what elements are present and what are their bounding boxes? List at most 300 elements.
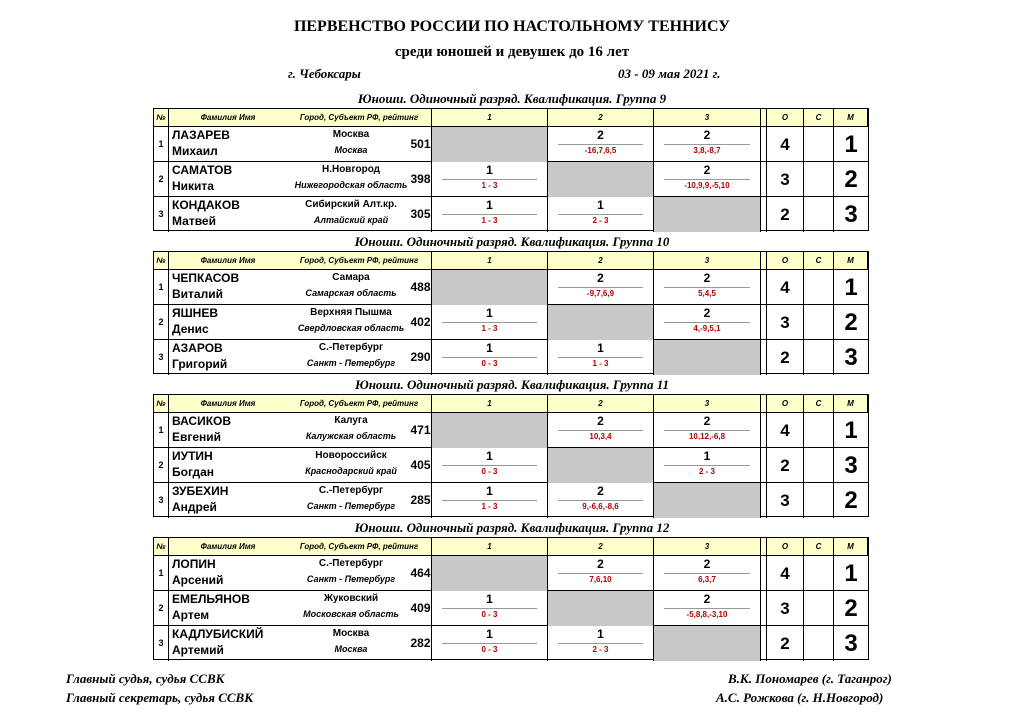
self-match-cell [432,270,548,305]
player-number: 1 [154,127,169,162]
match-score: 2 [703,163,711,177]
player-s-cell [804,448,834,483]
player-surname: ЗУБЕХИН [172,484,229,498]
match-score: 1 [486,341,493,355]
player-place: 1 [844,417,858,444]
match-result-cell [654,556,761,591]
match-result-cell [548,340,654,375]
score-divider [442,214,537,215]
player-number: 1 [154,413,169,448]
header-cell-c1: 1 [432,538,548,555]
player-city: Жуковский [323,593,379,604]
score-divider [664,144,750,145]
header-cell-c1: 1 [432,109,548,126]
table-row [154,197,868,232]
match-result-cell [548,197,654,232]
player-firstname: Михаил [172,144,218,158]
player-s-cell [804,197,834,232]
match-score: 2 [703,414,711,428]
header-cell-o: О [767,395,804,412]
score-divider [442,643,537,644]
player-firstname: Артем [172,608,210,622]
header-cell-city: Город, Субъект РФ, рейтинг [287,395,432,412]
player-number: 1 [154,556,169,591]
player-city: Сибирский Алт.кр. [305,199,397,210]
header-cell-c2: 2 [548,538,654,555]
player-s-cell [804,305,834,340]
table-row [154,483,868,518]
match-detail: 0 - 3 [481,610,498,619]
player-place: 1 [844,131,858,158]
header-cell-city: Город, Субъект РФ, рейтинг [287,252,432,269]
group-title: Юноши. Одиночный разряд. Квалификация. Группа 11 [354,377,670,392]
player-city-cell [287,483,415,518]
player-s-cell [804,270,834,305]
player-region: Свердловская область [297,323,405,333]
player-city-cell [287,626,415,661]
table-header [154,109,868,127]
score-divider [664,179,750,180]
player-region: Самарская область [305,288,397,298]
player-region: Краснодарский край [305,466,397,476]
player-city-cell [287,448,415,483]
player-city-cell [287,591,415,626]
match-result-cell [654,162,761,197]
player-points: 3 [767,591,804,626]
player-place: 2 [844,166,858,193]
player-s-cell [804,340,834,375]
player-firstname: Виталий [172,287,223,301]
score-divider [558,573,643,574]
match-score: 1 [486,592,493,606]
match-detail: 0 - 3 [481,359,498,368]
score-divider [442,465,537,466]
group-table [153,108,869,231]
page-subtitle: среди юношей и девушек до 16 лет [394,44,630,60]
player-city-cell [287,305,415,340]
player-region: Санкт - Петербург [306,358,396,368]
table-header [154,252,868,270]
match-detail: 2 - 3 [698,467,715,476]
header-cell-s: С [804,252,834,269]
table-row [154,448,868,483]
table-row [154,340,868,375]
match-result-cell [548,270,654,305]
player-name-cell [169,626,287,661]
group-table [153,537,869,660]
player-city: Москва [332,628,370,639]
header-cell-m: М [834,538,868,555]
match-result-cell [548,127,654,162]
player-region: Алтайский край [313,215,389,225]
score-divider [442,500,537,501]
player-surname: ЧЕПКАСОВ [172,271,240,285]
player-rating: 305 [410,197,432,232]
match-score: 1 [597,198,604,212]
match-detail: 7,6,10 [589,575,612,584]
match-result-cell [548,626,654,661]
score-divider [442,608,537,609]
score-divider [442,179,537,180]
player-points: 3 [767,483,804,518]
match-result-cell [654,448,761,483]
player-points: 4 [767,127,804,162]
match-result-cell [432,197,548,232]
header-cell-c3: 3 [654,395,761,412]
player-firstname: Богдан [172,465,215,479]
player-number: 3 [154,197,169,232]
score-divider [558,287,643,288]
match-result-cell [432,591,548,626]
table-row [154,270,868,305]
self-match-cell [654,197,761,232]
table-row [154,626,868,661]
player-s-cell [804,127,834,162]
player-city-cell [287,270,415,305]
player-place: 3 [844,344,858,371]
match-score: 2 [597,484,604,498]
score-divider [664,608,750,609]
player-firstname: Матвей [172,214,216,228]
player-surname: ЯШНЕВ [172,306,219,320]
header-cell-name: Фамилия Имя [200,113,256,122]
player-place: 3 [844,452,858,479]
match-detail: 1 - 3 [592,359,609,368]
header-cell-c3: 3 [654,252,761,269]
player-rating: 409 [410,591,432,626]
table-header [154,538,868,556]
player-firstname: Григорий [172,357,228,371]
player-city: С.-Петербург [318,485,384,496]
header-cell-c1: 1 [432,252,548,269]
self-match-cell [548,448,654,483]
player-number: 2 [154,591,169,626]
self-match-cell [654,483,761,518]
player-points: 4 [767,413,804,448]
header-cell-m: М [834,395,868,412]
player-name-cell [169,127,287,162]
match-result-cell [548,483,654,518]
judge-name: В.К. Пономарев (г. Таганрог) [728,671,892,686]
group-title: Юноши. Одиночный разряд. Квалификация. Группа 9 [357,91,667,106]
player-region: Калужская область [305,431,397,441]
table-row [154,591,868,626]
player-s-cell [804,162,834,197]
match-score: 1 [486,484,493,498]
player-place: 2 [844,487,858,514]
player-number: 2 [154,448,169,483]
player-points: 2 [767,197,804,232]
header-cell-s: С [804,538,834,555]
match-result-cell [432,626,548,661]
match-score: 1 [486,449,493,463]
group-table [153,394,869,517]
header-cell-o: О [767,252,804,269]
match-detail: 3,8,-8,7 [693,146,721,155]
judge-label: Главный судья, судья ССВК [66,671,225,686]
header-cell-c2: 2 [548,252,654,269]
match-detail: -16,7,6,5 [584,146,617,155]
player-name-cell [169,305,287,340]
table-header [154,395,868,413]
score-divider [442,357,537,358]
secretary-label: Главный секретарь, судья ССВК [66,690,254,705]
match-detail: 0 - 3 [481,645,498,654]
player-place: 1 [844,560,858,587]
player-rating: 285 [410,483,432,518]
match-result-cell [432,305,548,340]
player-s-cell [804,556,834,591]
player-number: 2 [154,305,169,340]
header-cell-s: С [804,109,834,126]
player-city: Н.Новгород [321,164,381,175]
match-score: 1 [703,449,711,463]
player-points: 2 [767,340,804,375]
player-points: 2 [767,626,804,661]
score-divider [558,643,643,644]
player-rating: 405 [410,448,432,483]
header-cell-c2: 2 [548,395,654,412]
player-region: Санкт - Петербург [306,501,396,511]
player-rating: 501 [410,127,432,162]
match-score: 2 [703,271,711,285]
event-dates: 03 - 09 мая 2021 г. [618,66,721,81]
self-match-cell [548,305,654,340]
score-divider [664,430,750,431]
player-rating: 398 [410,162,432,197]
header-cell-num: № [154,252,169,269]
header-cell-s: С [804,395,834,412]
player-rating: 290 [410,340,432,375]
player-city-cell [287,197,415,232]
player-points: 3 [767,162,804,197]
player-city: Самара [332,272,370,283]
match-detail: 2 - 3 [592,645,609,654]
player-points: 4 [767,556,804,591]
player-region: Нижегородская область [294,180,408,190]
match-result-cell [654,270,761,305]
match-score: 1 [486,306,493,320]
player-number: 2 [154,162,169,197]
match-result-cell [548,413,654,448]
score-divider [558,500,643,501]
player-rating: 282 [410,626,432,661]
player-s-cell [804,413,834,448]
player-surname: КОНДАКОВ [172,198,240,212]
player-city-cell [287,340,415,375]
header-cell-num: № [154,395,169,412]
self-match-cell [432,556,548,591]
header-cell-name: Фамилия Имя [200,399,256,408]
match-detail: 1 - 3 [481,181,498,190]
player-s-cell [804,626,834,661]
score-divider [664,322,750,323]
player-name-cell [169,591,287,626]
match-score: 1 [486,163,493,177]
header-cell-m: М [834,252,868,269]
header-cell-name: Фамилия Имя [200,542,256,551]
match-result-cell [432,340,548,375]
player-region: Москва [334,644,368,654]
match-score: 1 [486,627,493,641]
match-result-cell [654,305,761,340]
player-rating: 402 [410,305,432,340]
table-row [154,413,868,448]
match-score: 2 [703,557,711,571]
match-result-cell [432,162,548,197]
match-result-cell [654,591,761,626]
score-divider [558,214,643,215]
header-cell-city: Город, Субъект РФ, рейтинг [287,109,432,126]
match-detail: 6,3,7 [698,575,716,584]
match-score: 2 [597,557,604,571]
match-detail: 10,12,-6,8 [688,432,726,441]
player-city: Калуга [334,415,368,426]
self-match-cell [432,413,548,448]
player-city: С.-Петербург [318,558,384,569]
self-match-cell [548,162,654,197]
player-name-cell [169,270,287,305]
player-number: 3 [154,483,169,518]
player-name-cell [169,162,287,197]
player-rating: 471 [410,413,432,448]
table-row [154,556,868,591]
match-detail: 10,3,4 [589,432,612,441]
player-place: 1 [844,274,858,301]
match-detail: -5,8,8,-3,10 [686,610,728,619]
player-firstname: Никита [172,179,214,193]
table-row [154,305,868,340]
player-surname: ИУТИН [172,449,213,463]
match-result-cell [548,556,654,591]
header-cell-name: Фамилия Имя [200,256,256,265]
score-divider [558,430,643,431]
match-result-cell [432,448,548,483]
player-city: С.-Петербург [318,342,384,353]
score-divider [558,357,643,358]
match-score: 2 [597,128,604,142]
page-title: ПЕРВЕНСТВО РОССИИ ПО НАСТОЛЬНОМУ ТЕННИСУ [293,18,731,35]
table-row [154,162,868,197]
player-number: 3 [154,626,169,661]
match-detail: -9,7,6,9 [586,289,615,298]
player-points: 4 [767,270,804,305]
match-detail: 1 - 3 [481,502,498,511]
match-detail: 1 - 3 [481,324,498,333]
table-row [154,127,868,162]
header-cell-c2: 2 [548,109,654,126]
player-place: 2 [844,309,858,336]
player-firstname: Арсений [172,573,224,587]
match-result-cell [654,127,761,162]
player-surname: САМАТОВ [172,163,233,177]
player-surname: АЗАРОВ [172,341,223,355]
player-firstname: Евгений [172,430,222,444]
score-divider [664,573,750,574]
match-detail: 1 - 3 [481,216,498,225]
player-city: Верхняя Пышма [310,307,392,318]
self-match-cell [654,626,761,661]
player-number: 3 [154,340,169,375]
player-firstname: Артемий [172,643,224,657]
match-detail: 0 - 3 [481,467,498,476]
score-divider [664,287,750,288]
player-surname: ЕМЕЛЬЯНОВ [172,592,250,606]
header-cell-num: № [154,538,169,555]
player-surname: КАДЛУБИСКИЙ [172,627,264,641]
group-title: Юноши. Одиночный разряд. Квалификация. Группа 12 [354,520,670,535]
event-place: г. Чебоксары [288,66,361,81]
self-match-cell [654,340,761,375]
player-number: 1 [154,270,169,305]
player-points: 2 [767,448,804,483]
match-result-cell [654,413,761,448]
match-score: 2 [703,128,711,142]
player-place: 3 [844,630,858,657]
match-result-cell [432,483,548,518]
player-points: 3 [767,305,804,340]
player-city: Новороссийск [315,450,387,461]
header-cell-c1: 1 [432,395,548,412]
player-place: 3 [844,201,858,228]
player-s-cell [804,483,834,518]
group-title: Юноши. Одиночный разряд. Квалификация. Группа 10 [354,234,670,249]
match-detail: 9,-6,6,-8,6 [582,502,619,511]
player-name-cell [169,340,287,375]
player-rating: 488 [410,270,432,305]
group-table [153,251,869,374]
player-name-cell [169,483,287,518]
secretary-name: А.С. Рожкова (г. Н.Новгород) [716,690,884,705]
player-region: Санкт - Петербург [306,574,396,584]
match-score: 2 [597,271,604,285]
player-name-cell [169,448,287,483]
player-name-cell [169,197,287,232]
match-detail: 4,-9,5,1 [693,324,721,333]
player-region: Московская область [303,609,399,619]
match-detail: 2 - 3 [592,216,609,225]
match-score: 2 [703,306,711,320]
match-score: 1 [486,198,493,212]
player-city-cell [287,556,415,591]
self-match-cell [548,591,654,626]
player-region: Москва [334,145,368,155]
header-cell-c3: 3 [654,109,761,126]
match-detail: 5,4,5 [698,289,716,298]
player-place: 2 [844,595,858,622]
match-score: 1 [597,627,604,641]
player-surname: ВАСИКОВ [172,414,232,428]
header-cell-m: М [834,109,868,126]
self-match-cell [432,127,548,162]
player-surname: ЛОПИН [172,557,216,571]
header-cell-o: О [767,538,804,555]
player-city: Москва [332,129,370,140]
player-city-cell [287,162,415,197]
player-firstname: Денис [172,322,209,336]
player-surname: ЛАЗАРЕВ [172,128,230,142]
header-cell-c3: 3 [654,538,761,555]
player-name-cell [169,413,287,448]
score-divider [664,465,750,466]
player-s-cell [804,591,834,626]
header-cell-num: № [154,109,169,126]
match-detail: -10,9,9,-5,10 [684,181,730,190]
player-rating: 464 [410,556,432,591]
score-divider [442,322,537,323]
player-firstname: Андрей [172,500,217,514]
player-city-cell [287,127,415,162]
